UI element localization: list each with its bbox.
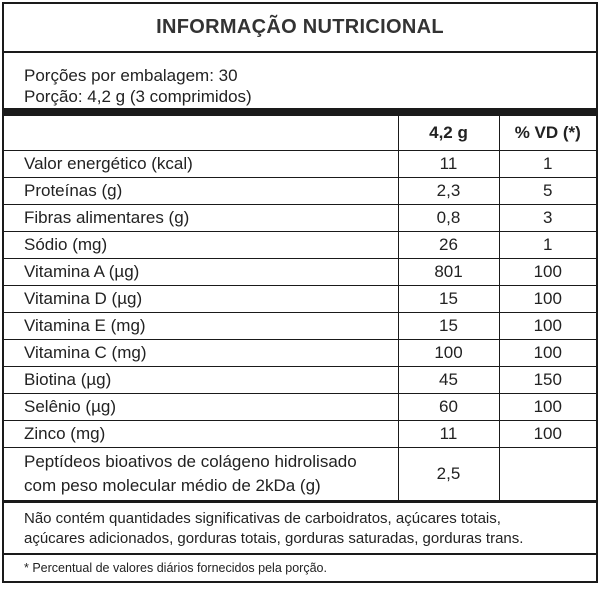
nutrient-vd: 3 (499, 205, 596, 232)
nutrient-amount: 26 (398, 232, 499, 259)
nutrient-vd: 100 (499, 421, 596, 448)
nutrient-vd: 100 (499, 340, 596, 367)
nutrient-name: Zinco (mg) (4, 421, 398, 448)
nutrient-name: Selênio (µg) (4, 394, 398, 421)
nutrient-vd: 100 (499, 313, 596, 340)
not-significant-note (4, 501, 596, 553)
peptides-line-2: com peso molecular médio de 2kDa (g) (24, 476, 321, 495)
nutrient-amount: 15 (398, 286, 499, 313)
peptides-line-1: Peptídeos bioativos de colágeno hidrolisado (24, 452, 357, 471)
note-line-2: açúcares adicionados, gorduras totais, gorduras saturadas, gorduras trans. (24, 530, 524, 547)
nutrient-vd: 100 (499, 259, 596, 286)
table-row (4, 286, 596, 313)
table-row (4, 367, 596, 394)
table-row (4, 259, 596, 286)
nutrient-name: Proteínas (g) (4, 178, 398, 205)
nutrition-table (4, 115, 596, 501)
nutrition-label (2, 2, 598, 583)
nutrient-amount: 801 (398, 259, 499, 286)
table-row (4, 421, 596, 448)
serving-info (4, 53, 596, 115)
nutrient-name (4, 448, 398, 501)
nutrient-name: Biotina (µg) (4, 367, 398, 394)
label-title: INFORMAÇÃO NUTRICIONAL (4, 4, 596, 53)
nutrient-name: Vitamina C (mg) (4, 340, 398, 367)
nutrient-name: Valor energético (kcal) (4, 151, 398, 178)
nutrient-amount: 0,8 (398, 205, 499, 232)
nutrient-amount: 60 (398, 394, 499, 421)
portion-size: Porção: 4,2 g (3 comprimidos) (24, 87, 252, 106)
header-vd: % VD (*) (499, 116, 596, 151)
nutrient-name: Fibras alimentares (g) (4, 205, 398, 232)
nutrient-amount: 11 (398, 151, 499, 178)
servings-per-package: Porções por embalagem: 30 (24, 66, 238, 85)
nutrient-vd: 150 (499, 367, 596, 394)
nutrient-amount: 2,5 (398, 448, 499, 501)
nutrient-vd (499, 448, 596, 501)
table-row (4, 178, 596, 205)
nutrient-name: Sódio (mg) (4, 232, 398, 259)
table-row (4, 313, 596, 340)
table-row (4, 232, 596, 259)
nutrient-amount: 2,3 (398, 178, 499, 205)
nutrient-amount: 100 (398, 340, 499, 367)
nutrient-vd: 100 (499, 286, 596, 313)
nutrient-vd: 100 (499, 394, 596, 421)
nutrient-amount: 11 (398, 421, 499, 448)
nutrient-name: Vitamina A (µg) (4, 259, 398, 286)
header-amount: 4,2 g (398, 116, 499, 151)
table-row-peptides (4, 448, 596, 501)
table-row (4, 394, 596, 421)
table-row (4, 151, 596, 178)
nutrient-vd: 1 (499, 151, 596, 178)
table-row (4, 205, 596, 232)
footnote: * Percentual de valores diários fornecidos pela porção. (4, 553, 596, 583)
nutrient-vd: 5 (499, 178, 596, 205)
nutrient-name: Vitamina D (µg) (4, 286, 398, 313)
nutrient-amount: 15 (398, 313, 499, 340)
header-nutrient (4, 116, 398, 151)
nutrient-name: Vitamina E (mg) (4, 313, 398, 340)
table-row (4, 340, 596, 367)
nutrient-vd: 1 (499, 232, 596, 259)
table-header-row (4, 116, 596, 151)
nutrient-amount: 45 (398, 367, 499, 394)
note-line-1: Não contém quantidades significativas de carboidratos, açúcares totais, (24, 510, 501, 527)
